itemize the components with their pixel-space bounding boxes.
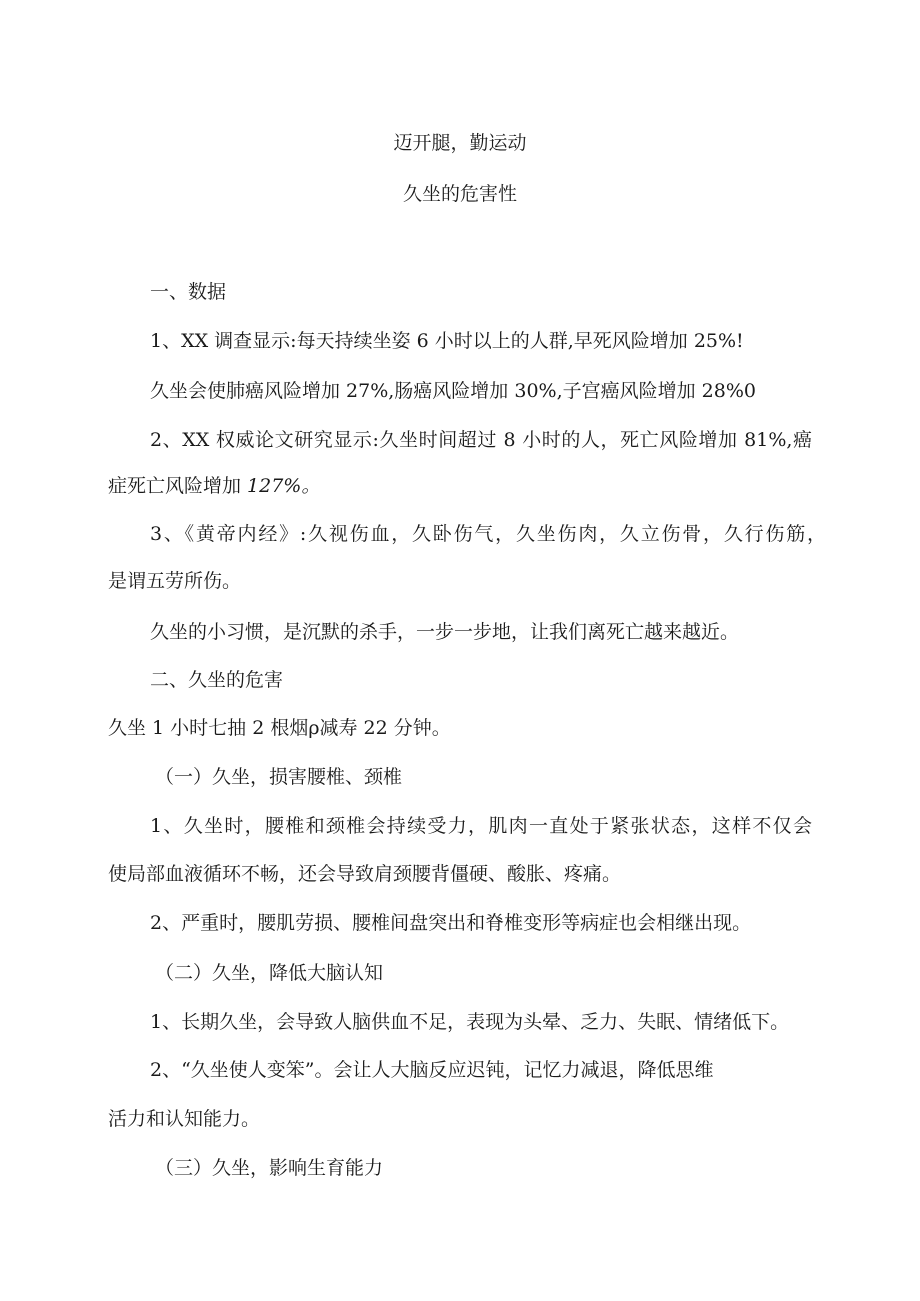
paragraph-huangdi-line1: 3、《黄帝内经》:久视伤血，久卧伤气，久坐伤肉，久立伤骨，久行伤筋， bbox=[150, 523, 826, 545]
paragraph-smoking-compare: 久坐 1 小时七抽 2 根烟ρ减寿 22 分钟。 bbox=[108, 717, 451, 739]
paragraph-spine-line1: 1、久坐时，腰椎和颈椎会持续受力，肌肉一直处于紧张状态，这样不仅会 bbox=[150, 815, 812, 837]
paragraph-paper-line2 bbox=[108, 474, 320, 498]
subheading-cognition: （二）久坐，降低大脑认知 bbox=[155, 962, 384, 984]
paragraph-cognition-blood: 1、长期久坐，会导致人脑供血不足，表现为头晕、乏力、失眠、情绪低下。 bbox=[150, 1011, 790, 1033]
paragraph-spine-severe: 2、严重时，腰肌劳损、腰椎间盘突出和脊椎变形等病症也会相继出现。 bbox=[150, 912, 752, 934]
subheading-spine: （一）久坐，损害腰椎、颈椎 bbox=[155, 766, 403, 788]
paragraph-cognition-dumb-line1: 2、“久坐使人变笨”。会让人大脑反应迟钝，记忆力减退，降低思维 bbox=[150, 1059, 714, 1081]
subheading-fertility: （三）久坐，影响生育能力 bbox=[155, 1157, 384, 1179]
section-heading-harm: 二、久坐的危害 bbox=[150, 669, 284, 691]
paragraph-spine-line2: 使局部血液循环不畅，还会导致肩颈腰背僵硬、酸胀、疼痛。 bbox=[108, 863, 622, 885]
paragraph-paper-line2-text: 症死亡风险增加 bbox=[108, 475, 248, 497]
paragraph-cognition-dumb-line2: 活力和认知能力。 bbox=[108, 1108, 261, 1130]
paragraph-huangdi-line2: 是谓五劳所伤。 bbox=[108, 570, 242, 592]
page-title: 迈开腿，勤运动 bbox=[393, 132, 527, 154]
page-subtitle: 久坐的危害性 bbox=[402, 183, 517, 205]
paragraph-cancer-risk: 久坐会使肺癌风险增加 27%,肠癌风险增加 30%,子宫癌风险增加 28%0 bbox=[150, 380, 756, 402]
section-heading-data: 一、数据 bbox=[150, 281, 227, 303]
paragraph-paper-line1: 2、XX 权威论文研究显示:久坐时间超过 8 小时的人，死亡风险增加 81%,癌 bbox=[150, 429, 812, 451]
paragraph-silent-killer: 久坐的小习惯，是沉默的杀手，一步一步地，让我们离死亡越来越近。 bbox=[150, 621, 740, 643]
paragraph-paper-line2-value: 127%。 bbox=[247, 475, 321, 497]
paragraph-survey: 1、XX 调查显示:每天持续坐姿 6 小时以上的人群,早死风险增加 25%! bbox=[150, 330, 744, 352]
